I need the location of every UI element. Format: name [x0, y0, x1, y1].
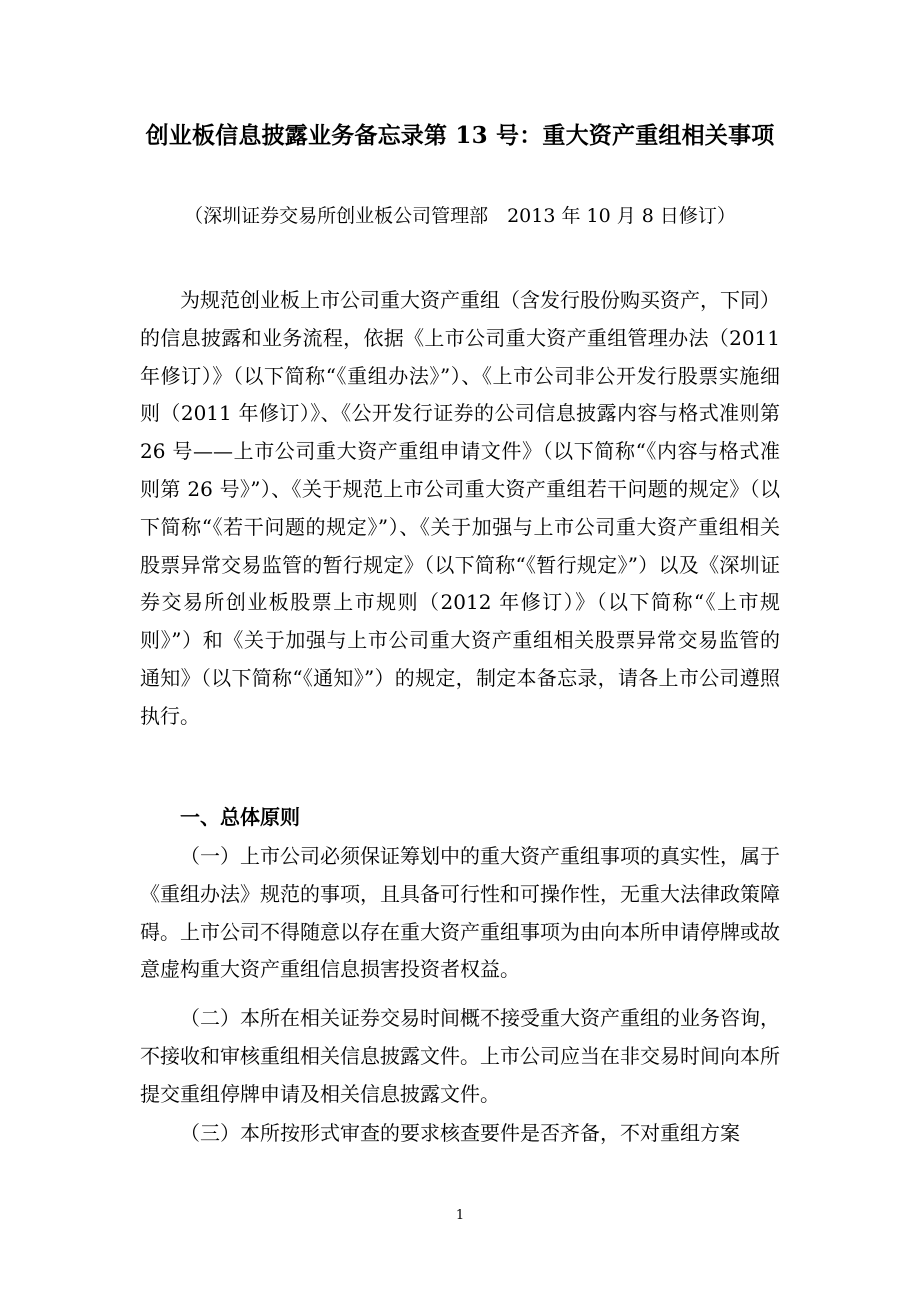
document-subtitle: （深圳证券交易所创业板公司管理部 2013 年 10 月 8 日修订）: [184, 205, 736, 227]
section-heading: 一、总体原则: [180, 805, 300, 829]
document-title: 创业板信息披露业务备忘录第 13 号：重大资产重组相关事项: [145, 122, 775, 149]
section-item-2: （二）本所在相关证券交易时间概不接受重大资产重组的业务咨询，不接收和审核重组相关信息披露文件。上市公司应当在非交易时间向本所提交重组停牌申请及相关信息披露文件。: [140, 1006, 780, 1106]
section-item-3: （三）本所按形式审查的要求核查要件是否齐备，不对重组方案: [180, 1121, 740, 1145]
page-number: 1: [455, 1208, 465, 1223]
section-item-1: （一）上市公司必须保证筹划中的重大资产重组事项的真实性，属于《重组办法》规范的事项，且具备可行性和可操作性，无重大法律政策障碍。上市公司不得随意以存在重大资产重组事项为由向本所申请停牌或故意虚构重大资产重组信息损害投资者权益。: [140, 844, 780, 982]
intro-paragraph: 为规范创业板上市公司重大资产重组（含发行股份购买资产，下同）的信息披露和业务流程，依据《上市公司重大资产重组管理办法（2011 年修订）》（以下简称“《重组办法》”）、《上市公司非公开发行股票实施细则（2011 年修订）》、《公开发行证券的公司信息披露内容与格式准则第 26 号——上市公司重大资产重组申请文件》（以下简称“《内容与格式准则第 26 号》”）、《关于规范上市公司重大资产重组若干问题的规定》（以下简称“《若干问题的规定》”）、《关于加强与上市公司重大资产重组相关股票异常交易监管的暂行规定》（以下简称“《暂行规定》”）以及《深圳证券交易所创业板股票上市规则（2012 年修订）》（以下简称“《上市规则》”）和《关于加强与上市公司重大资产重组相关股票异常交易监管的通知》（以下简称“《通知》”）的规定，制定本备忘录，请各上市公司遵照执行。: [140, 288, 780, 728]
